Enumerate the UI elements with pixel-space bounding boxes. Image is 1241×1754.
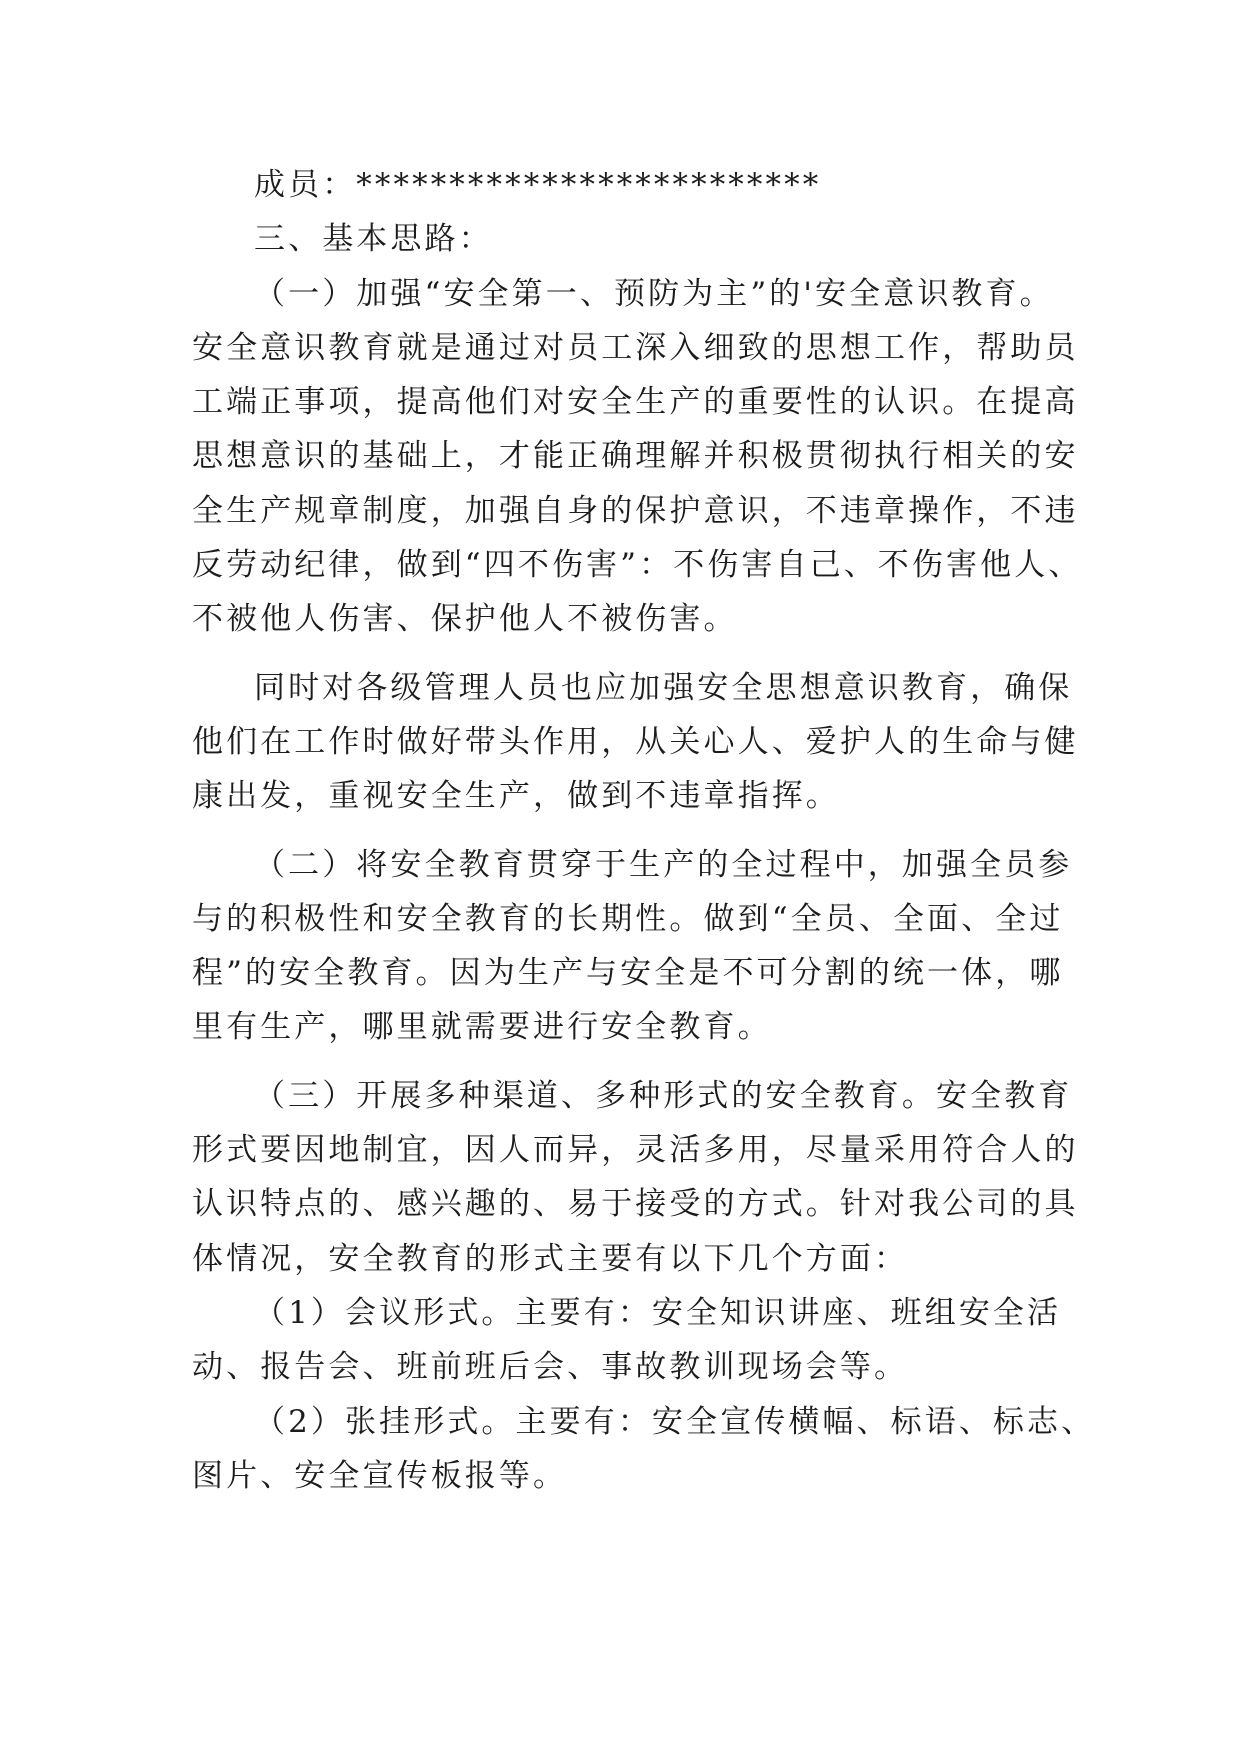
text-line: （1）会议形式。主要有：安全知识讲座、班组安全活	[254, 1294, 1062, 1331]
text-line: 动、报告会、班前班后会、事故教训现场会等。	[192, 1349, 909, 1386]
text-line: （2）张挂形式。主要有：安全宣传横幅、标语、标志、	[254, 1403, 1096, 1440]
text-line: 形式要因地制宜，因人而异，灵活多用，尽量采用符合人的	[192, 1132, 1079, 1169]
text-line: 程”的安全教育。因为生产与安全是不可分割的统一体，哪	[192, 955, 1064, 992]
text-line: 工端正事项，提高他们对安全生产的重要性的认识。在提高	[192, 384, 1079, 421]
document-body	[192, 158, 1096, 1503]
text-line: 与的积极性和安全教育的长期性。做到“全员、全面、全过	[192, 900, 1064, 937]
text-line: 三、基本思路：	[254, 221, 493, 258]
text-line: 他们在工作时做好带头作用，从关心人、爱护人的生命与健	[192, 723, 1079, 760]
text-line: （三）开展多种渠道、多种形式的安全教育。安全教育	[254, 1077, 1073, 1114]
text-line: 不被他人伤害、保护他人不被伤害。	[192, 601, 738, 638]
text-line: 思想意识的基础上，才能正确理解并积极贯彻执行相关的安	[192, 438, 1079, 475]
text-line: 成员：*************************	[254, 167, 822, 203]
text-line: 图片、安全宣传板报等。	[192, 1457, 568, 1494]
text-line: 反劳动纪律，做到“四不伤害”：不伤害自己、不伤害他人、	[192, 547, 1083, 584]
text-line: 认识特点的、感兴趣的、易于接受的方式。针对我公司的具	[192, 1186, 1079, 1223]
text-line: （二）将安全教育贯穿于生产的全过程中，加强全员参	[254, 846, 1073, 883]
text-line: 全生产规章制度，加强自身的保护意识，不违章操作，不违	[192, 492, 1079, 529]
text-line: 康出发，重视安全生产，做到不违章指挥。	[192, 778, 840, 815]
text-line: （一）加强“安全第一、预防为主”的'安全意识教育。	[254, 275, 1054, 312]
text-line: 同时对各级管理人员也应加强安全思想意识教育，确保	[254, 669, 1073, 706]
text-line: 里有生产，哪里就需要进行安全教育。	[192, 1009, 772, 1046]
text-line: 体情况，安全教育的形式主要有以下几个方面：	[192, 1240, 909, 1277]
text-line: 安全意识教育就是通过对员工深入细致的思想工作，帮助员	[192, 329, 1079, 366]
